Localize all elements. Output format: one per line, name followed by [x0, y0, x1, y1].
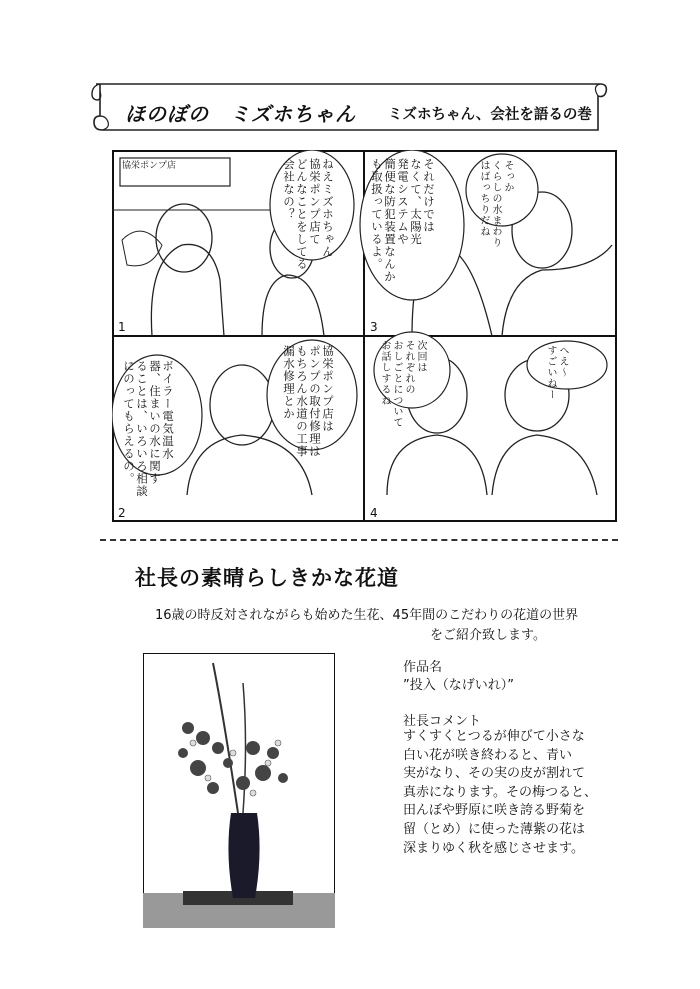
- panel-3-speech-b: それだけでは なくて、太陽光 発電システムや 簡便な防犯装置なんか も取扱っているよ。: [370, 158, 436, 283]
- section-divider: [100, 539, 618, 541]
- ikebana-photo: [143, 653, 335, 928]
- comic-frame: [112, 150, 617, 522]
- work-title: ”投入（なげいれ）”: [403, 678, 514, 693]
- panel-1-speech: ねえミズホちゃん 協栄ポンプ店て どんなことをしてる 会社なの？: [282, 158, 335, 271]
- panel-2-speech-b: 協栄ポンプ店は ポンプの取付修理は もちろん水道の工事 漏水修理とか: [282, 345, 335, 458]
- comment-line: 実がなり、その実の皮が割れて: [403, 766, 586, 782]
- panel-3-speech-a: そっか くらしの水まわり はばっちりだね: [478, 160, 513, 248]
- comment-line: 白い花が咲き終わると、青い: [403, 747, 573, 763]
- comment-line: すくすくとつるが伸びて小さな: [403, 729, 585, 744]
- intro-line-1: 16歳の時反対されながらも始めた生花、45年間のこだわりの花道の世界: [155, 608, 579, 623]
- panel-number-3: 3: [370, 320, 378, 334]
- intro-line-2: をご紹介致します。: [430, 628, 546, 643]
- panel-number-2: 2: [118, 506, 126, 520]
- section-title: 社長の素晴らしきかな花道: [135, 566, 399, 590]
- comment-line: 真赤になります。その梅つると、: [403, 784, 597, 800]
- comic-title: ほのぼの ミズホちゃん: [125, 102, 356, 126]
- comment-body: [403, 728, 603, 858]
- panel-number-4: 4: [370, 506, 378, 520]
- comment-line: 留（とめ）に使った薄紫の花は: [403, 821, 586, 837]
- comment-label: 社長コメント: [403, 714, 482, 729]
- panel-number-1: 1: [118, 320, 126, 334]
- comment-line: 田んぼや野原に咲き誇る野菊を: [403, 803, 586, 819]
- comment-line: 深まりゆく秋を感じさせます。: [403, 840, 584, 856]
- panel-2-speech-a: ボイラー電気温水 器、住まいの水に関す ることは、いろいろ相談 にのってもらえるの。: [122, 360, 175, 498]
- panel-4-speech-b: 次回は それぞれの おしごとについて お話しするね: [379, 340, 426, 428]
- comic-strip: [112, 150, 617, 522]
- panel-4-speech-a: へえ〜 すごいねー: [545, 345, 568, 400]
- comic-subtitle: ミズホちゃん、会社を語るの巻: [388, 107, 592, 123]
- shop-sign: 協栄ポンプ店: [122, 161, 177, 171]
- work-label: 作品名: [403, 660, 443, 675]
